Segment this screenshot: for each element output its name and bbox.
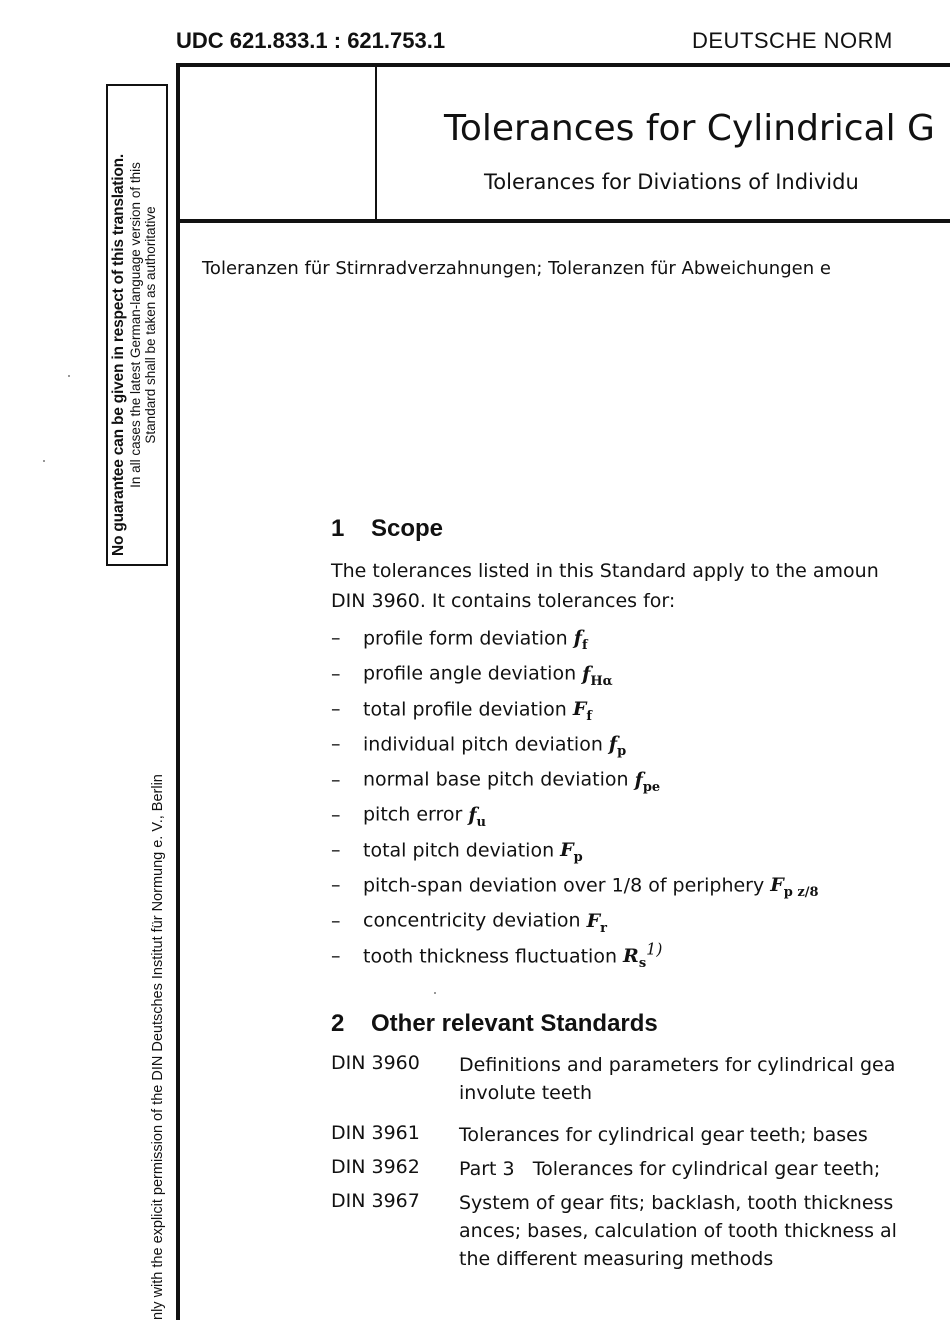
item-text: profile form deviation: [363, 627, 574, 650]
standard-desc: involute teeth: [459, 1082, 593, 1104]
list-item: [331, 622, 819, 657]
list-dash: –: [331, 733, 341, 756]
item-text: pitch error: [363, 803, 469, 826]
translation-notice-line: Standard shall be taken as authoritative: [143, 206, 158, 444]
scan-speck: [68, 375, 70, 377]
item-text: normal base pitch deviation: [363, 768, 635, 791]
item-symbol: $F_f$: [572, 697, 592, 724]
section-number: 2: [331, 1010, 345, 1037]
item-text: concentricity deviation: [363, 909, 587, 932]
list-dash: –: [331, 627, 341, 650]
tolerance-list: [331, 622, 819, 975]
title-block-divider: [375, 67, 377, 220]
item-symbol: $f_{pe}$: [634, 768, 661, 795]
title-block-bottom-rule: [176, 219, 950, 223]
list-dash: –: [331, 839, 341, 862]
translation-notice-line: In all cases the latest German-language version of this: [128, 162, 143, 488]
item-symbol: $F_{p z/8}$: [770, 874, 819, 901]
section-title: Scope: [371, 515, 444, 542]
scan-speck: [43, 460, 45, 462]
standard-code: DIN 3962: [331, 1156, 420, 1178]
list-item: [331, 834, 819, 869]
standard-desc: Definitions and parameters for cylindrical gea: [459, 1054, 896, 1076]
title-block-left-rule: [176, 63, 180, 1320]
standard-code: DIN 3961: [331, 1122, 420, 1144]
standard-code: DIN 3967: [331, 1190, 420, 1212]
section-title: Other relevant Standards: [371, 1010, 658, 1037]
list-dash: –: [331, 662, 341, 685]
item-text: total profile deviation: [363, 697, 573, 720]
item-symbol: $F_r$: [586, 909, 607, 936]
standard-desc: ances; bases, calculation of tooth thickness al: [459, 1220, 897, 1242]
standard-desc: System of gear fits; backlash, tooth thickness: [459, 1192, 894, 1214]
list-dash: –: [331, 768, 341, 791]
item-text: tooth thickness fluctuation: [363, 945, 624, 967]
item-text: total pitch deviation: [363, 839, 561, 862]
section-number: 1: [331, 515, 345, 542]
item-symbol: $f_u$: [468, 803, 486, 830]
standard-desc: Tolerances for cylindrical gear teeth; bases: [459, 1124, 868, 1146]
translation-notice-box: [106, 84, 168, 566]
list-item: [331, 657, 819, 692]
section-2-heading: [331, 1010, 658, 1038]
list-dash: –: [331, 874, 341, 897]
standard-desc: Part 3 Tolerances for cylindrical gear teeth;: [459, 1158, 881, 1180]
permission-notice: nly with the explicit permission of the DIN Deutsches Institut für Normung e. V., Berlin: [150, 774, 166, 1320]
list-dash: –: [331, 945, 341, 967]
item-symbol: $f_f$: [573, 627, 588, 654]
list-dash: –: [331, 697, 341, 720]
document-subtitle: Tolerances for Diviations of Individu: [484, 170, 859, 194]
list-item: [331, 763, 819, 798]
item-text: profile angle deviation: [363, 662, 583, 685]
item-symbol: $R_s^{1)}$: [623, 939, 663, 971]
title-block-top-rule: [176, 63, 950, 67]
item-symbol: $F_p$: [560, 839, 583, 865]
list-item: [331, 693, 819, 728]
standard-code: DIN 3960: [331, 1052, 420, 1074]
item-text: individual pitch deviation: [363, 733, 609, 756]
list-item: [331, 798, 819, 833]
item-symbol: $f_{H\alpha}$: [582, 662, 613, 689]
german-title: Toleranzen für Stirnradverzahnungen; Toleranzen für Abweichungen e: [202, 258, 831, 279]
item-symbol: $f_p$: [608, 733, 627, 760]
list-dash: –: [331, 803, 341, 826]
udc-code: UDC 621.833.1 : 621.753.1: [176, 28, 446, 53]
list-item: [331, 940, 819, 975]
list-dash: –: [331, 909, 341, 932]
scope-intro-line: DIN 3960. It contains tolerances for:: [331, 590, 676, 612]
list-item: [331, 904, 819, 939]
scope-intro-line: The tolerances listed in this Standard apply to the amoun: [331, 560, 879, 582]
list-item: [331, 869, 819, 904]
scan-speck: [434, 992, 436, 994]
section-1-heading: [331, 515, 443, 543]
standard-desc: the different measuring methods: [459, 1248, 774, 1270]
deutsche-norm-label: DEUTSCHE NORM: [692, 28, 893, 53]
list-item: [331, 728, 819, 763]
translation-notice-heading: No guarantee can be given in respect of this translation.: [110, 153, 127, 556]
item-text: pitch-span deviation over 1/8 of periphery: [363, 874, 771, 897]
document-title: Tolerances for Cylindrical G: [444, 108, 935, 149]
